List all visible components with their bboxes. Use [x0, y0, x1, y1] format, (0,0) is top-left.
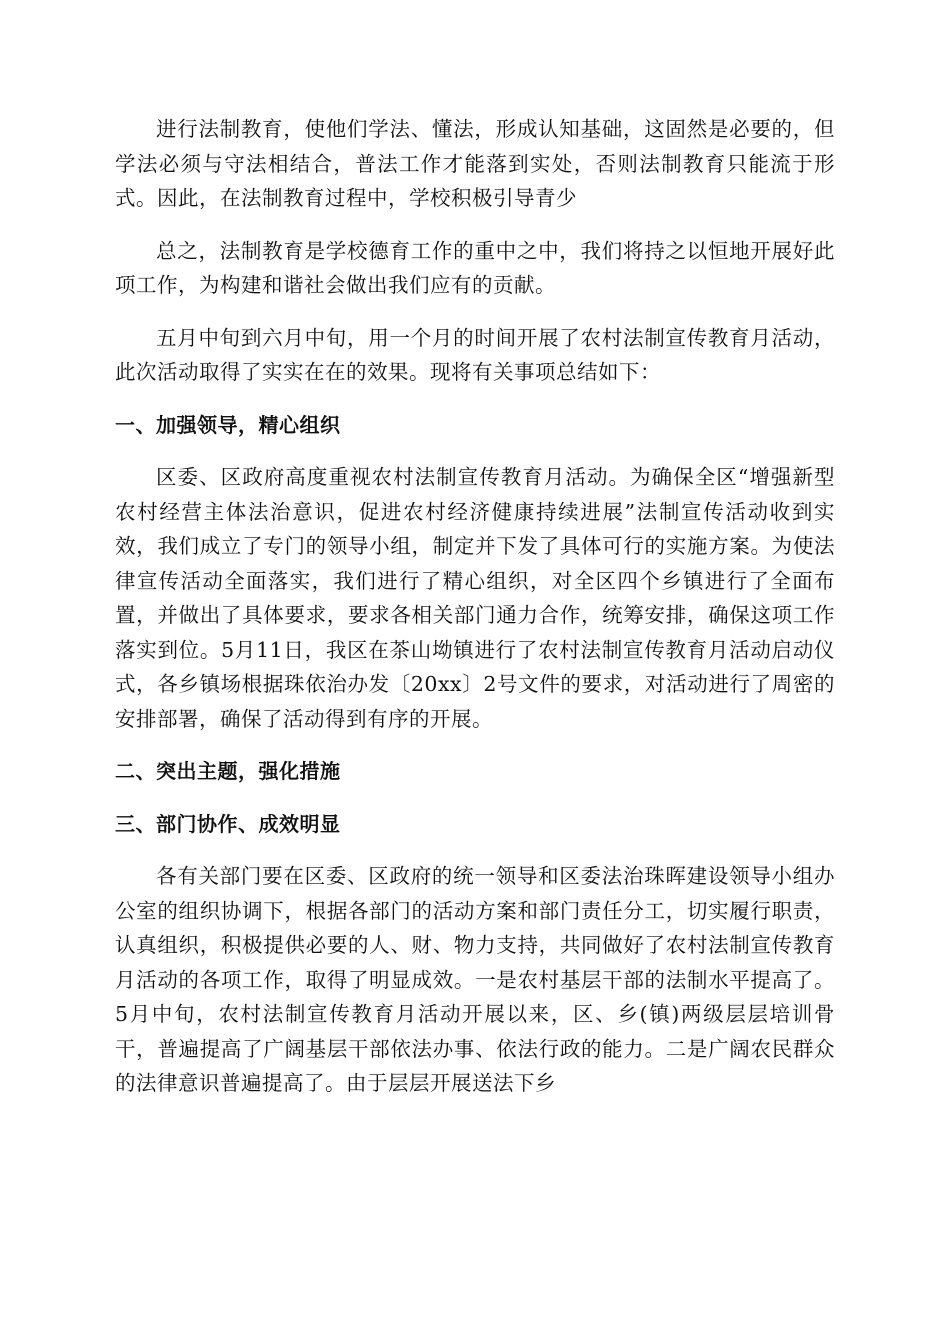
paragraph-intro: 五月中旬到六月中旬，用一个月的时间开展了农村法制宣传教育月活动，此次活动取得了实实在在的效果。现将有关事项总结如下：	[115, 325, 835, 384]
section-heading-3: 三、部门协作、成效明显	[115, 811, 341, 836]
paragraph-legal-education: 进行法制教育，使他们学法、懂法，形成认知基础，这固然是必要的，但学法必须与守法相结合，普法工作才能落到实处，否则法制教育只能流于形式。因此，在法制教育过程中，学校积极引导青少	[115, 117, 835, 210]
section-heading-1: 一、加强领导，精心组织	[115, 412, 341, 437]
document-body	[115, 112, 835, 1119]
paragraph-conclusion: 总之，法制教育是学校德育工作的重中之中，我们将持之以恒地开展好此项工作，为构建和谐社会做出我们应有的贡献。	[115, 238, 835, 297]
paragraph-cooperation: 各有关部门要在区委、区政府的统一领导和区委法治珠晖建设领导小组办公室的组织协调下，根据各部门的活动方案和部门责任分工，切实履行职责，认真组织，积极提供必要的人、财、物力支持，共同做好了农村法制宣传教育月活动的各项工作，取得了明显成效。一是农村基层干部的法制水平提高了。5月中旬，农村法制宣传教育月活动开展以来，区、乡(镇)两级层层培训骨干，普遍提高了广阔基层干部依法办事、依法行政的能力。二是广阔农民群众的法律意识普遍提高了。由于层层开展送法下乡	[115, 864, 835, 1095]
section-heading-2: 二、突出主题，强化措施	[115, 759, 341, 783]
paragraph-leadership: 区委、区政府高度重视农村法制宣传教育月活动。为确保全区“增强新型农村经营主体法治意识，促进农村经济健康持续进展”法制宣传活动收到实效，我们成立了专门的领导小组，制定并下发了具体可行的实施方案。为使法律宣传活动全面落实，我们进行了精心组织，对全区四个乡镇进行了全面布置，并做出了具体要求，要求各相关部门通力合作，统筹安排，确保这项工作落实到位。5月11日，我区在茶山坳镇进行了农村法制宣传教育月活动启动仪式，各乡镇场根据珠依治办发〔20xx〕2号文件的要求，对活动进行了周密的安排部署，确保了活动得到有序的开展。	[115, 465, 835, 731]
